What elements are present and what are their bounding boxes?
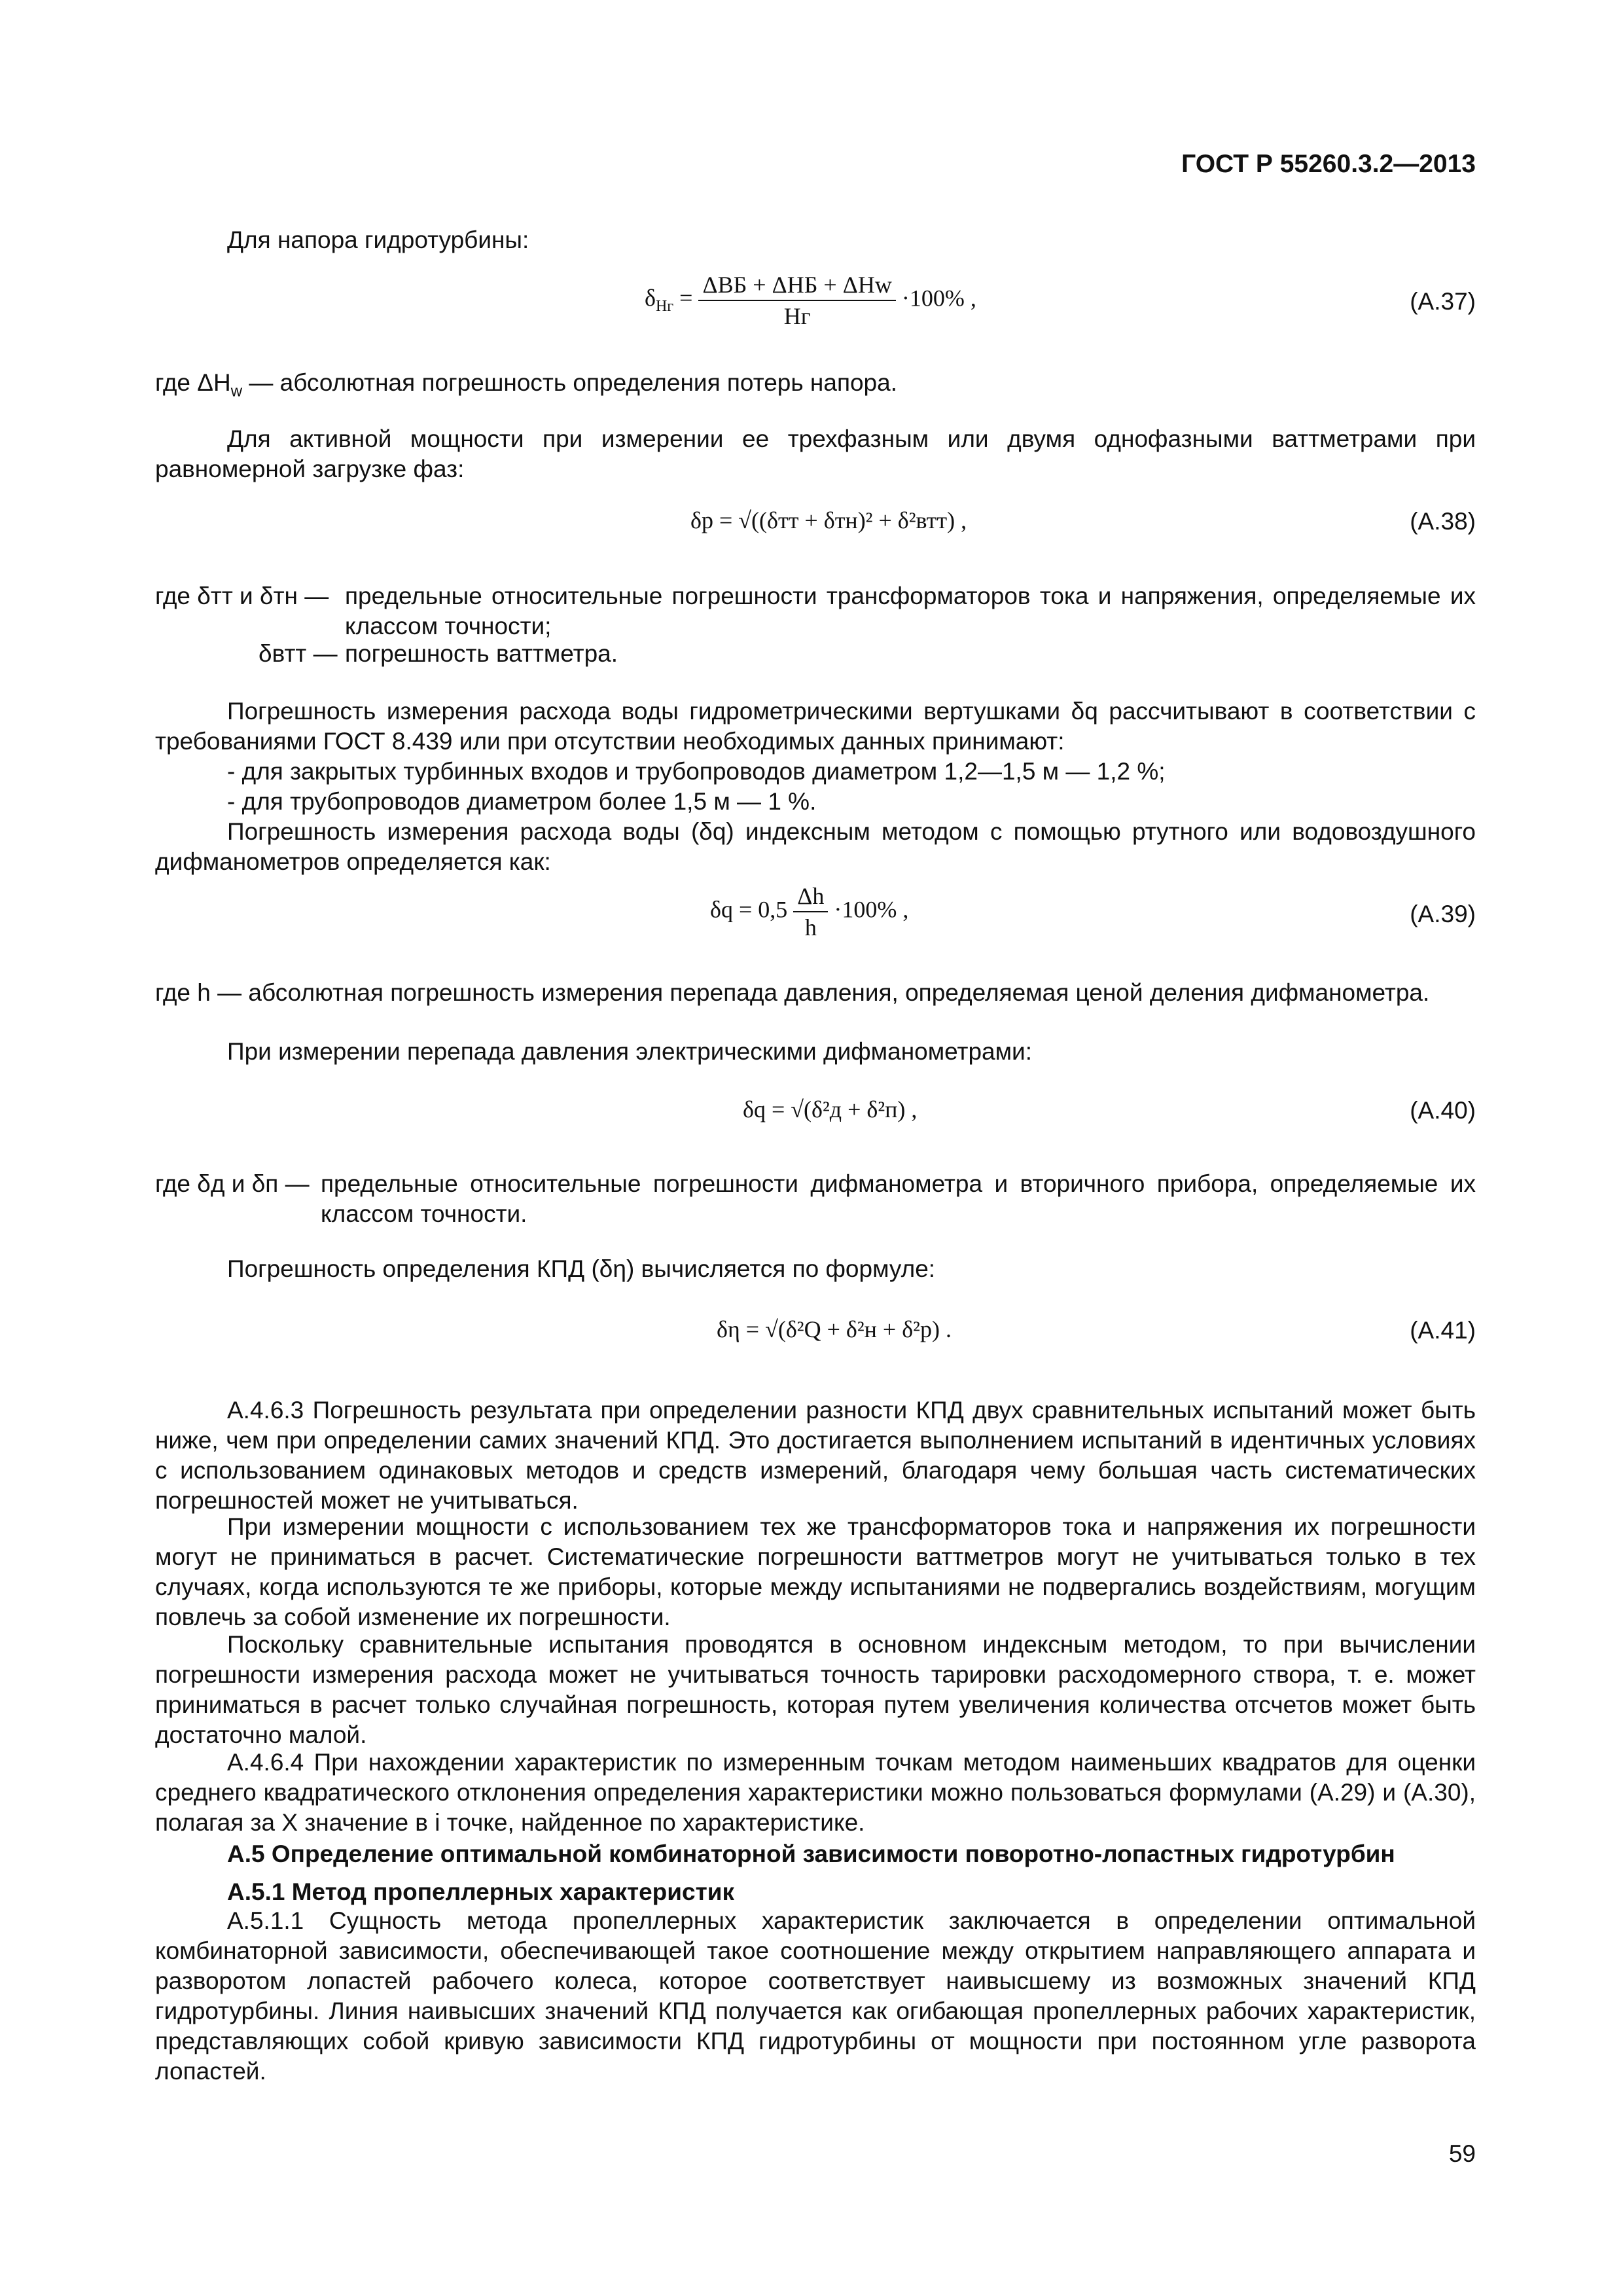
eq39-number: (А.39) xyxy=(1410,901,1476,927)
eq40-where-label: где δд и δп — xyxy=(155,1170,310,1197)
equation-a40: δq = √(δ²д + δ²п) , xyxy=(743,1096,918,1122)
a5-heading: А.5 Определение оптимальной комбинаторной зависимости поворотно-лопастных гидротурбин xyxy=(227,1840,1395,1867)
a463-paragraph-2: При измерении мощности с использованием тех же трансформаторов тока и напряжения их погрешности могут не приниматься в расчет. Систематические погрешности ваттметров могут не учитываться только в тех случаях, когда используются те же приборы, которые между испытаниями не подвергались воздействиям, могущим повлечь за собой изменение их погрешности. xyxy=(155,1513,1476,1630)
eq37-number: (А.37) xyxy=(1410,288,1476,315)
eq38-where-label2: δвтт — xyxy=(259,640,338,667)
eq40-number: (А.40) xyxy=(1410,1097,1476,1124)
flow-item-1: - для закрытых турбинных входов и трубопроводов диаметром 1,2—1,5 м — 1,2 %; xyxy=(227,758,1166,785)
eq39-fraction: $\frac{\Delta h}{h}$ xyxy=(793,881,828,942)
a51-subheading: А.5.1 Метод пропеллерных характеристик xyxy=(227,1878,734,1905)
equation-a38: δр = √((δтт + δтн)² + δ²втт) , xyxy=(690,507,967,533)
standard-header: ГОСТ Р 55260.3.2—2013 xyxy=(1181,150,1476,178)
eq37-tail: ·100% , xyxy=(901,285,976,312)
eq40-intro: При измерении перепада давления электрическими дифманометрами: xyxy=(227,1038,1032,1065)
eq38-where-text: предельные относительные погрешности трансформаторов тока и напряжения, определяемые их классом точности; xyxy=(345,583,1476,639)
flow-item-2: - для трубопроводов диаметром более 1,5 м — 1 %. xyxy=(227,788,817,815)
eq41-intro: Погрешность определения КПД (δη) вычисляется по формуле: xyxy=(227,1255,936,1282)
eq38-where-label: где δтт и δтн — xyxy=(155,583,329,609)
eq38-number: (А.38) xyxy=(1410,508,1476,535)
a511-paragraph: А.5.1.1 Сущность метода пропеллерных характеристик заключается в определении оптимальной комбинаторной зависимости, обеспечивающей такое соотношение между открытием направляющего аппарата и разворотом лопастей рабочего колеса, которое соответствует наивысшему из возможных значений КПД гидротурбины. Линия наивысших значений КПД получается как огибающая пропеллерных рабочих характеристик, представляющих собой кривую зависимости КПД гидротурбины от мощности при постоянном угле разворота лопастей. xyxy=(155,1907,1476,2085)
flow-paragraph: Погрешность измерения расхода воды гидрометрическими вертушками δq рассчитывают в соответствии с требованиями ГОСТ 8.439 или при отсутствии необходимых данных принимают: xyxy=(155,698,1476,755)
eq40-where-text: предельные относительные погрешности дифманометра и вторичного прибора, определяемые их классом точности. xyxy=(321,1170,1476,1227)
flow-paragraph-2: Погрешность измерения расхода воды (δq) индексным методом с помощью ртутного или водовоздушного дифманометров определяется как: xyxy=(155,818,1476,875)
eq37-lhs: $\delta_{Hг}$ = xyxy=(645,285,699,315)
eq38-where-text2: погрешность ваттметра. xyxy=(345,640,618,667)
eq37-where: где $\Delta H_w$ — абсолютная погрешность определения потерь напора. xyxy=(155,369,897,401)
eq41-number: (А.41) xyxy=(1410,1317,1476,1344)
eq37-fraction xyxy=(698,270,895,331)
a464-paragraph: А.4.6.4 При нахождении характеристик по измеренным точкам методом наименьших квадратов для оценки среднего квадратического отклонения определения характеристики можно пользоваться формулами (А.29) и (А.30), полагая за X значение в i точке, найденное по характеристике. xyxy=(155,1749,1476,1836)
eq37-numerator: ΔВБ + ΔНБ + ΔHw xyxy=(698,270,895,301)
eq37-intro: Для напора гидротурбины: xyxy=(227,226,529,253)
a463-paragraph-3: Поскольку сравнительные испытания проводятся в основном индексным методом, то при вычислении погрешности измерения расхода может не учитываться точность тарировки расходомерного створа, т. е. может приниматься в расчет только случайная погрешность, которая путем увеличения количества отсчетов может быть достаточно малой. xyxy=(155,1631,1476,1748)
equation-a37 xyxy=(645,270,976,331)
eq37-denominator: Hг xyxy=(783,303,811,329)
equation-a41: δη = √(δ²Q + δ²н + δ²р) . xyxy=(717,1316,952,1342)
eq39-where: где h — абсолютная погрешность измерения перепада давления, определяемая ценой деления дифманометра. xyxy=(155,979,1430,1006)
equation-a39: δq = 0,5 $\frac{\Delta h}{h}$ ·100% , xyxy=(710,881,908,942)
page-number: 59 xyxy=(1448,2140,1476,2167)
a463-paragraph-1: А.4.6.3 Погрешность результата при определении разности КПД двух сравнительных испытаний может быть ниже, чем при определении самих значений КПД. Это достигается выполнением испытаний в идентичных условиях с использованием одинаковых методов и средств измерений, благодаря чему большая часть систематических погрешностей может не учитываться. xyxy=(155,1397,1476,1514)
eq38-intro: Для активной мощности при измерении ее трехфазным или двумя однофазными ваттметрами при равномерной загрузке фаз: xyxy=(155,425,1476,482)
